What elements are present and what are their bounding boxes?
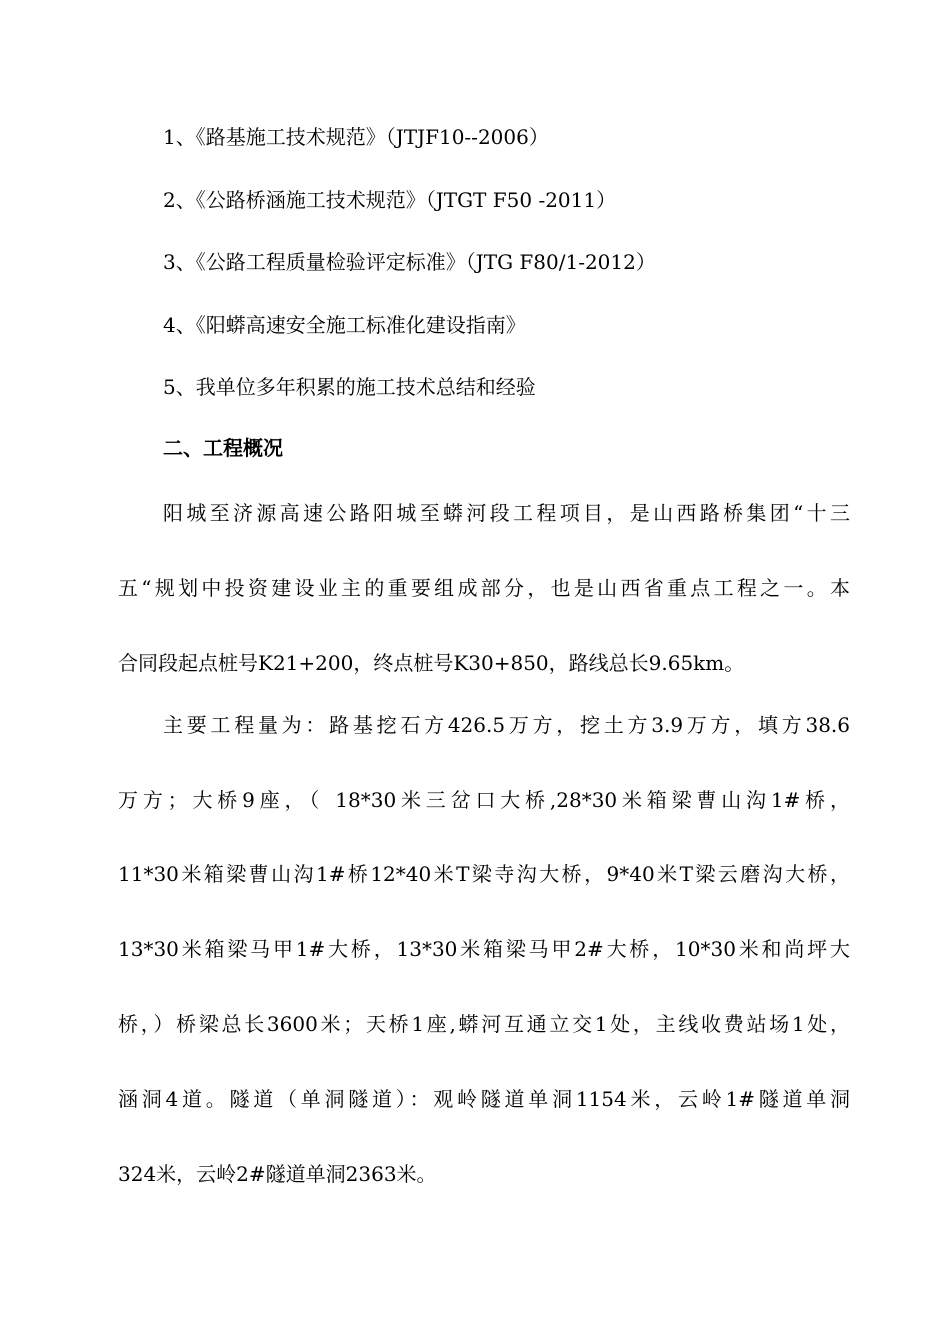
quantity-line-3: 11*30米箱梁曹山沟1#桥12*40米T梁寺沟大桥，9*40米T梁云磨沟大桥， xyxy=(118,862,850,886)
reference-item-1: 1、《路基施工技术规范》（JTJF10--2006） xyxy=(163,125,549,149)
overview-line-1: 阳城至济源高速公路阳城至蟒河段工程项目，是山西路桥集团“十三 xyxy=(163,501,850,525)
quantity-line-1: 主要工程量为：路基挖石方426.5万方，挖土方3.9万方，填方38.6 xyxy=(163,713,850,737)
reference-item-2: 2、《公路桥涵施工技术规范》（JTGT F50 -2011） xyxy=(163,188,617,212)
reference-item-5: 5、我单位多年积累的施工技术总结和经验 xyxy=(163,375,536,399)
reference-item-3: 3、《公路工程质量检验评定标准》（JTG F80/1-2012） xyxy=(163,250,656,274)
section-heading: 二、工程概况 xyxy=(163,436,283,460)
quantity-line-6: 涵洞4道。隧道（单洞隧道）：观岭隧道单洞1154米，云岭1#隧道单洞 xyxy=(118,1087,850,1111)
overview-line-3: 合同段起点桩号K21+200，终点桩号K30+850，路线总长9.65km。 xyxy=(118,651,745,675)
quantity-line-4: 13*30米箱梁马甲1#大桥，13*30米箱梁马甲2#大桥，10*30米和尚坪大 xyxy=(118,937,850,961)
reference-item-4: 4、《阳蟒高速安全施工标准化建设指南》 xyxy=(163,313,526,337)
quantity-line-2: 万方；大桥9座，（ 18*30米三岔口大桥,28*30米箱梁曹山沟1#桥， xyxy=(118,788,850,812)
overview-line-2: 五“规划中投资建设业主的重要组成部分，也是山西省重点工程之一。本 xyxy=(118,576,850,600)
quantity-line-5: 桥，）桥梁总长3600米；天桥1座,蟒河互通立交1处，主线收费站场1处， xyxy=(118,1012,850,1036)
quantity-line-7: 324米，云岭2#隧道单洞2363米。 xyxy=(118,1162,437,1186)
